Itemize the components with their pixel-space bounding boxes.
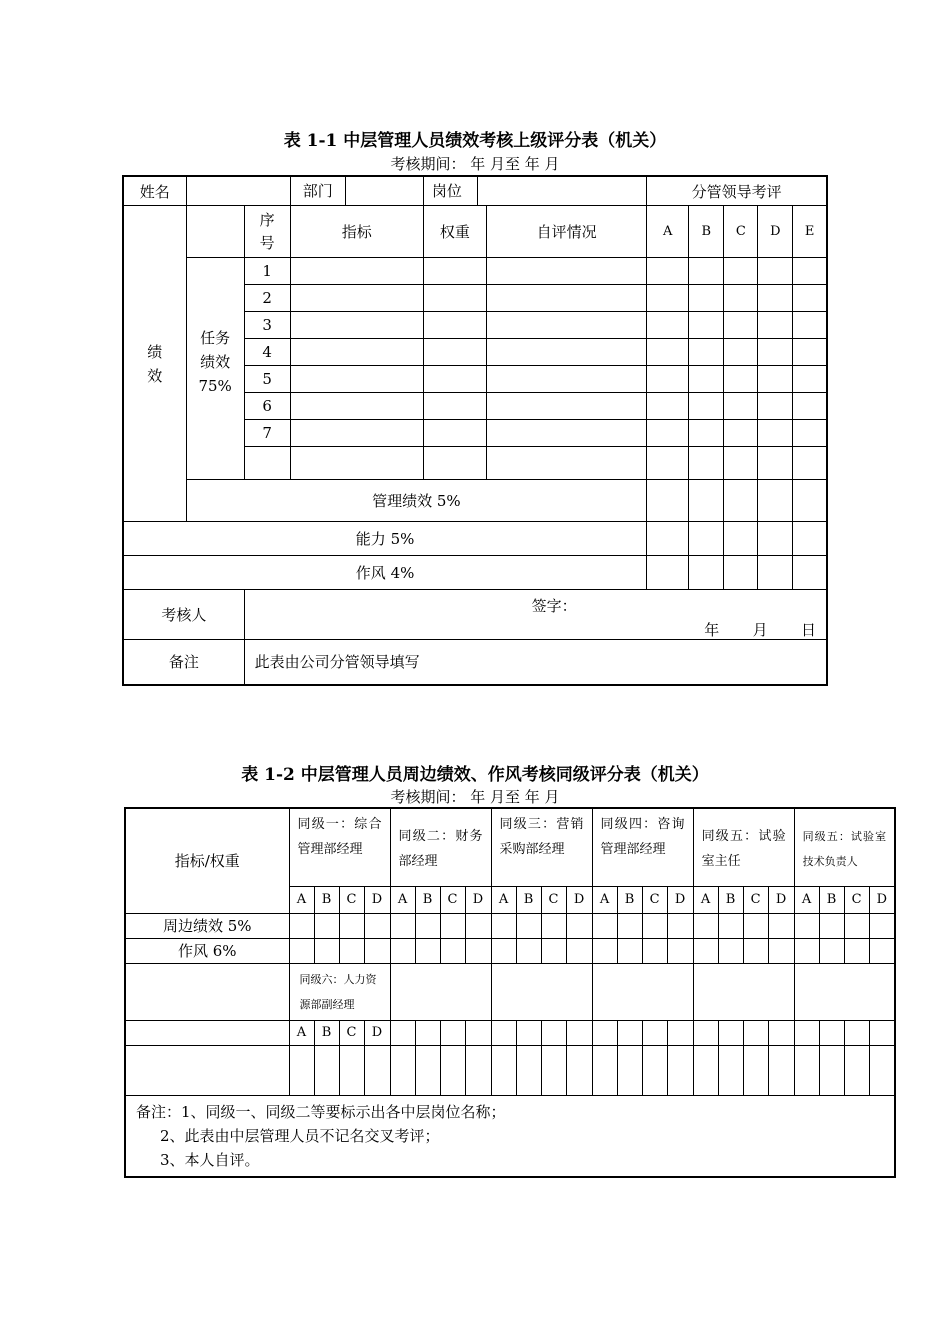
row-number: 3 xyxy=(244,312,290,339)
row-number: 4 xyxy=(244,339,290,366)
self-eval-header: 自评情况 xyxy=(486,206,646,258)
remarks-label: 备注 xyxy=(123,640,244,685)
table2-title: 表 1-2 中层管理人员周边绩效、作风考核同级评分表（机关） xyxy=(241,765,709,785)
assessor-label: 考核人 xyxy=(123,590,244,640)
table1-superior-evaluation xyxy=(122,175,828,686)
grade-a-header: A xyxy=(647,206,689,258)
name-label: 姓名 xyxy=(123,176,186,206)
mgmt-perf-label: 管理绩效 5% xyxy=(186,480,647,522)
perf-label: 绩效 xyxy=(123,206,186,522)
note-2: 2、此表由中层管理人员不记名交叉考评； xyxy=(160,1126,440,1145)
dept-label: 部门 xyxy=(303,177,346,205)
notes-cell xyxy=(125,1095,895,1177)
style-label: 作风 4% xyxy=(123,556,647,590)
ability-label: 能力 5% xyxy=(123,522,647,556)
indicator-weight-label: 指标/权重 xyxy=(125,808,289,913)
peer-3-header: 同级三：营销采购部经理 xyxy=(491,808,592,886)
table2-peer-evaluation xyxy=(124,807,896,1178)
signature-label: 签字： xyxy=(531,596,577,615)
grade-c-header: C xyxy=(724,206,758,258)
grade-d-header: D xyxy=(758,206,793,258)
note-1: 备注：1、同级一、同级二等要标示出各中层岗位名称； xyxy=(136,1102,506,1121)
peer-5-header: 同级五：试验室主任 xyxy=(693,808,794,886)
grade-header-row: A B C D A B C D A B C D A B C D A B C D A B C D xyxy=(125,886,895,913)
blank-header-cell xyxy=(186,206,244,258)
position-cell[interactable] xyxy=(423,176,646,206)
table-row xyxy=(123,258,827,285)
peer-1-header: 同级一：综合管理部经理 xyxy=(289,808,390,886)
leader-eval-label: 分管领导考评 xyxy=(647,176,827,206)
date-label: 年 月 日 xyxy=(704,620,816,639)
position-label: 岗位 xyxy=(432,177,478,205)
weight-header: 权重 xyxy=(423,206,486,258)
table-row xyxy=(125,1045,895,1095)
signature-cell[interactable] xyxy=(244,590,827,640)
note-3: 3、本人自评。 xyxy=(160,1150,260,1169)
row-number: 2 xyxy=(244,285,290,312)
peer-6-header: 同级六：人力资源部副经理 xyxy=(289,963,390,1020)
peer-4-header: 同级四：咨询管理部经理 xyxy=(592,808,693,886)
table-row xyxy=(125,913,895,938)
row-number: 7 xyxy=(244,420,290,447)
peer-5b-header: 同级五：试验室技术负责人 xyxy=(794,808,895,886)
grade-b-header: B xyxy=(689,206,724,258)
remarks-text: 此表由公司分管领导填写 xyxy=(244,640,827,685)
peripheral-perf-label: 周边绩效 5% xyxy=(125,913,289,938)
seq-header: 序号 xyxy=(244,206,290,258)
name-field[interactable] xyxy=(186,176,290,206)
grade-e-header: E xyxy=(793,206,827,258)
dept-cell[interactable] xyxy=(290,176,423,206)
row-number: 6 xyxy=(244,393,290,420)
peer-2-header: 同级二：财务部经理 xyxy=(390,808,491,886)
row-number xyxy=(244,447,290,480)
style-row-label: 作风 6% xyxy=(125,938,289,963)
table-row xyxy=(125,938,895,963)
table2-period: 考核期间： 年 月至 年 月 xyxy=(390,788,560,806)
indicator-header: 指标 xyxy=(290,206,423,258)
row-number: 1 xyxy=(244,258,290,285)
row-number: 5 xyxy=(244,366,290,393)
table1-period: 考核期间： 年 月至 年 月 xyxy=(390,155,560,173)
grade-header-row-2: A B C D xyxy=(125,1020,895,1045)
task-perf-label: 任务绩效75% xyxy=(186,258,244,480)
table1-title: 表 1-1 中层管理人员绩效考核上级评分表（机关） xyxy=(283,131,667,151)
